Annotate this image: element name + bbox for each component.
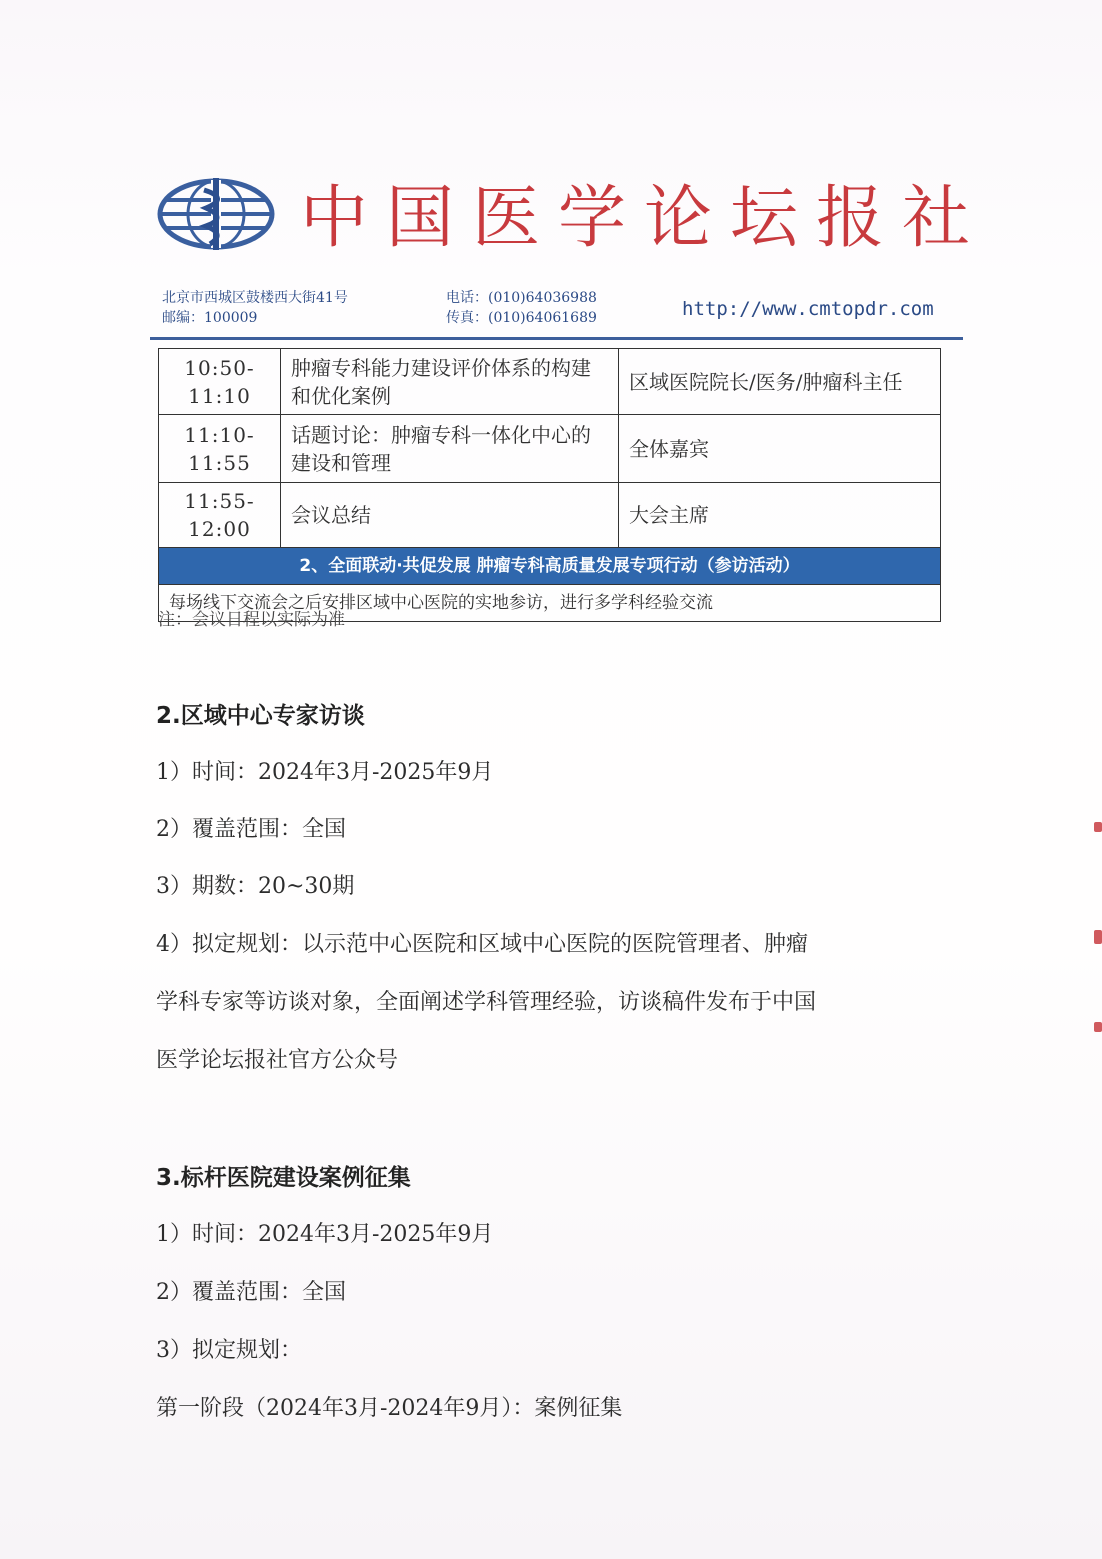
section3-coverage: 2）覆盖范围：全国: [156, 1280, 346, 1305]
topic-cell: 话题讨论：肿瘤专科一体化中心的建设和管理: [281, 415, 619, 483]
section3-phase1: 第一阶段（2024年3月-2024年9月）：案例征集: [156, 1396, 623, 1421]
phone-block: [446, 288, 597, 328]
section2-coverage: 2）覆盖范围：全国: [156, 817, 346, 842]
org-name: 中国医学论坛报社: [300, 179, 989, 258]
scan-mark: [1094, 822, 1102, 832]
agenda-table: [158, 348, 941, 622]
banner-note: 每场线下交流会之后安排区域中心医院的实地参访，进行多学科经验交流: [159, 585, 941, 622]
speaker-cell: 大会主席: [619, 483, 941, 548]
letterhead: [150, 170, 989, 345]
section2-plan-line2: 学科专家等访谈对象，全面阐述学科管理经验，访谈稿件发布于中国: [156, 990, 817, 1015]
time-cell: 10:50-11:10: [159, 349, 281, 415]
topic-cell: 会议总结: [281, 483, 619, 548]
globe-caduceus-icon: [156, 178, 276, 250]
address: 北京市西城区鼓楼西大街41号: [162, 290, 348, 306]
time-cell: 11:10-11:55: [159, 415, 281, 483]
section3-plan: 3）拟定规划：: [156, 1338, 302, 1363]
topic-cell: 肿瘤专科能力建设评价体系的构建和优化案例: [281, 349, 619, 415]
section2-plan-line3: 医学论坛报社官方公众号: [156, 1048, 399, 1073]
phone: 电话：(010)64036988: [446, 290, 597, 306]
fax: 传真：(010)64061689: [446, 310, 597, 326]
letterhead-divider: [150, 337, 963, 340]
section2-issues: 3）期数：20~30期: [156, 874, 355, 899]
table-row: [159, 349, 941, 415]
postcode: 邮编：100009: [162, 310, 258, 326]
scan-mark: [1094, 1022, 1102, 1032]
website-link[interactable]: http://www.cmtopdr.com: [682, 298, 934, 320]
speaker-cell: 全体嘉宾: [619, 415, 941, 483]
section3-time: 1）时间：2024年3月-2025年9月: [156, 1222, 494, 1247]
section-banner-row: [159, 548, 941, 585]
section2-heading: 2.区域中心专家访谈: [156, 703, 365, 729]
section3-heading: 3.标杆医院建设案例征集: [156, 1165, 411, 1191]
section-banner: 2、全面联动·共促发展 肿瘤专科高质量发展专项行动（参访活动）: [159, 548, 941, 585]
address-block: [162, 288, 348, 328]
section2-plan-line1: 4）拟定规划：以示范中心医院和区域中心医院的医院管理者、肿瘤: [156, 932, 808, 957]
table-row: [159, 483, 941, 548]
speaker-cell: 区域医院院长/医务/肿瘤科主任: [619, 349, 941, 415]
scan-mark: [1094, 930, 1102, 944]
time-cell: 11:55-12:00: [159, 483, 281, 548]
table-row: [159, 415, 941, 483]
section2-time: 1）时间：2024年3月-2025年9月: [156, 760, 494, 785]
schedule-note: 注：会议日程以实际为准: [158, 610, 345, 630]
